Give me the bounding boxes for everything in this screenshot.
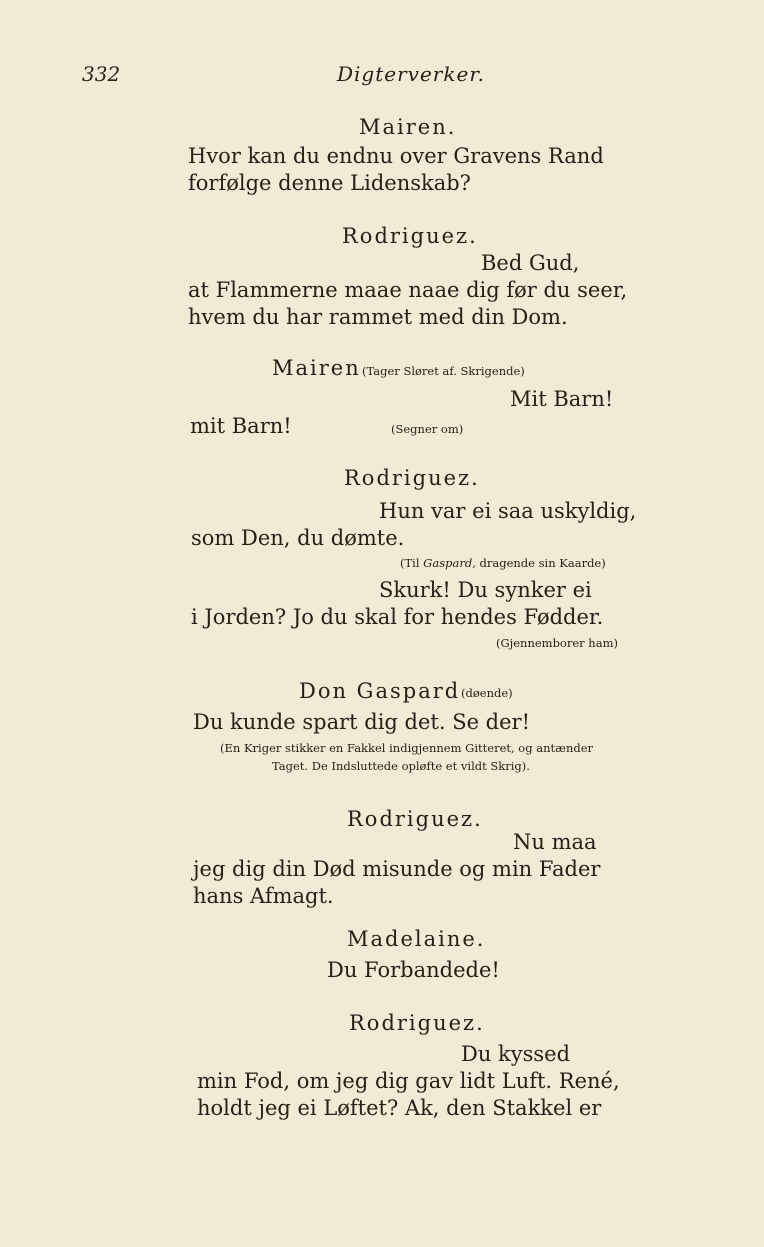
- verse-line: Du Forbandede!: [327, 958, 500, 982]
- stage-direction: (døende): [461, 686, 513, 700]
- stage-direction: (Gjennemborer ham): [496, 636, 618, 650]
- verse-line: hvem du har rammet med din Dom.: [188, 305, 568, 329]
- verse-line: jeg dig din Død misunde og min Fader: [193, 857, 601, 881]
- page-number: 332: [82, 62, 121, 86]
- verse-line: Bed Gud,: [481, 251, 580, 275]
- verse-line: min Fod, om jeg dig gav lidt Luft. René,: [197, 1069, 620, 1093]
- speaker-name: Don Gaspard: [299, 679, 461, 703]
- verse-line: forfølge denne Lidenskab?: [188, 171, 471, 195]
- stage-direction: (En Kriger stikker en Fakkel indigjennem Gitteret, og antænder: [220, 741, 594, 755]
- verse-line: Hvor kan du endnu over Gravens Rand: [188, 144, 604, 168]
- running-title: Digterverker.: [337, 62, 486, 86]
- stage-direction-prefix: (Til: [400, 556, 424, 570]
- stage-direction: (Segner om): [391, 422, 464, 436]
- verse-line: Hun var ei saa uskyldig,: [379, 499, 637, 523]
- verse-line: hans Afmagt.: [193, 884, 334, 908]
- verse-line: som Den, du dømte.: [191, 526, 405, 550]
- verse-line: holdt jeg ei Løftet? Ak, den Stakkel er: [197, 1096, 602, 1120]
- stage-direction: (Tager Sløret af. Skrigende): [362, 364, 525, 378]
- verse-line: Nu maa: [513, 830, 597, 854]
- speaker-name: Rodriguez.: [347, 807, 483, 831]
- speaker-name: Rodriguez.: [349, 1011, 485, 1035]
- speaker-name: Rodriguez.: [344, 466, 480, 490]
- verse-line: i Jorden? Jo du skal for hendes Fødder.: [191, 605, 604, 629]
- verse-line: at Flammerne maae naae dig før du seer,: [188, 278, 628, 302]
- verse-line: Du kunde spart dig det. Se der!: [193, 710, 531, 734]
- verse-line: Mit Barn!: [510, 387, 614, 411]
- stage-direction-name: Gaspard,: [423, 556, 476, 570]
- speaker-name: Madelaine.: [347, 927, 486, 951]
- speaker-name: Mairen.: [359, 115, 457, 139]
- speaker-name: Mairen: [272, 356, 361, 380]
- stage-direction: Taget. De Indsluttede opløfte et vildt Skrig).: [272, 759, 530, 773]
- verse-line: Du kyssed: [461, 1042, 571, 1066]
- verse-line: mit Barn!: [190, 414, 292, 438]
- speaker-name: Rodriguez.: [342, 224, 478, 248]
- stage-direction-suffix: dragende sin Kaarde): [475, 556, 606, 570]
- verse-line: Skurk! Du synker ei: [379, 578, 592, 602]
- stage-direction: [400, 556, 606, 570]
